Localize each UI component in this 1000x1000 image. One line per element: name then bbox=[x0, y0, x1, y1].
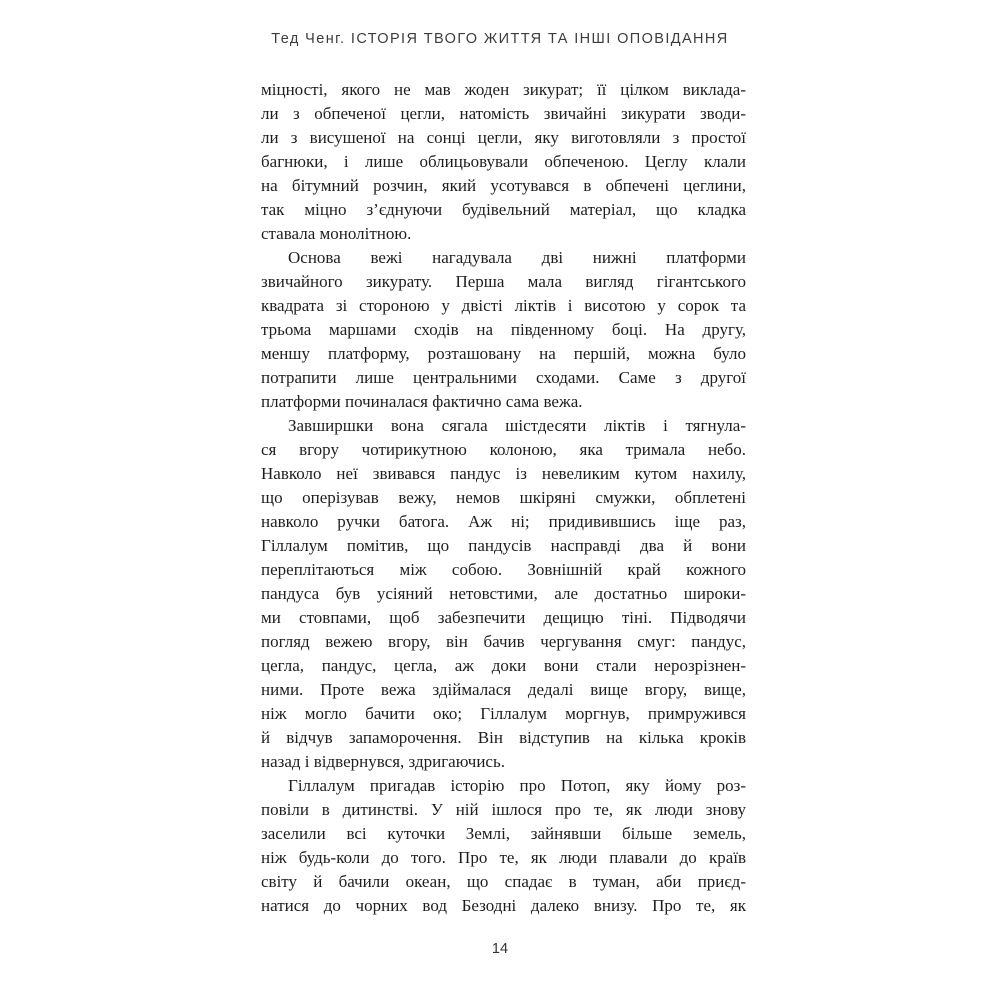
text-line: пандуса був усіяний нетовстими, але достатньо широки- bbox=[261, 584, 746, 603]
text-line: міцності, якого не мав жоден зикурат; її цілком виклада- bbox=[261, 80, 746, 99]
text-line: ли з обпеченої цегли, натомість звичайні зикурати зводи- bbox=[261, 104, 746, 123]
text-line: ми стовпами, щоб забезпечити дещицю тіні. Підводячи bbox=[261, 608, 746, 627]
text-line: звичайного зикурату. Перша мала вигляд гігантського bbox=[261, 272, 746, 291]
text-line: квадрата зі стороною у двісті ліктів і висотою у сорок та bbox=[261, 296, 746, 315]
text-line: ніж могло бачити око; Гіллалум моргнув, примружився bbox=[261, 704, 746, 723]
text-line: й відчув запаморочення. Він відступив на кілька кроків bbox=[261, 728, 746, 747]
text-line: багнюки, і лише облицьовували обпеченою. Цеглу клали bbox=[261, 152, 746, 171]
text-line: так міцно з’єднуючи будівельний матеріал, що кладка bbox=[261, 200, 746, 219]
page-footer bbox=[0, 941, 1000, 957]
text-line: ставала монолітною. bbox=[261, 224, 412, 243]
text-line: повіли в дитинстві. У ній ішлося про те, як люди знову bbox=[261, 800, 746, 819]
text-line: натися до чорних вод Безодні далеко внизу. Про те, як bbox=[261, 896, 746, 915]
text-line: погляд вежею вгору, він бачив чергування смуг: пандус, bbox=[261, 632, 746, 651]
text-line: Гіллалум пригадав історію про Потоп, яку йому роз- bbox=[288, 776, 746, 795]
text-line: Навколо неї звивався пандус із невеликим кутом нахилу, bbox=[261, 464, 746, 483]
text-line: трьома маршами сходів на південному боці. На другу, bbox=[261, 320, 746, 339]
text-block bbox=[261, 78, 746, 918]
text-line: меншу платформу, розташовану на першій, можна було bbox=[261, 344, 746, 363]
text-line: ніж будь-коли до того. Про те, як люди плавали до країв bbox=[261, 848, 746, 867]
text-line: світу й бачили океан, що спадає в туман, аби приєд- bbox=[261, 872, 746, 891]
text-line: Завширшки вона сягала шістдесяти ліктів і тягнула- bbox=[288, 416, 746, 435]
running-header: Тед Ченг. ІСТОРІЯ ТВОГО ЖИТТЯ ТА ІНШІ ОПОВІДАННЯ bbox=[271, 31, 729, 47]
text-line: заселили всі куточки Землі, зайнявши більше земель, bbox=[261, 824, 746, 843]
text-line: ли з висушеної на сонці цегли, яку виготовляли з простої bbox=[261, 128, 746, 147]
text-line: навколо ручки батога. Аж ні; придивившись іще раз, bbox=[261, 512, 746, 531]
text-line: назад і відвернувся, здригаючись. bbox=[261, 752, 505, 771]
text-line: Основа вежі нагадувала дві нижні платформи bbox=[288, 248, 746, 267]
text-line: на бітумний розчин, який усотувався в обпечені цеглини, bbox=[261, 176, 746, 195]
page-number: 14 bbox=[491, 941, 509, 957]
text-line: переплітаються між собою. Зовнішній край кожного bbox=[261, 560, 746, 579]
text-line: платформи починалася фактично сама вежа. bbox=[261, 392, 583, 411]
text-line: потрапити лише центральними сходами. Саме з другої bbox=[261, 368, 746, 387]
text-line: ся вгору чотирикутною колоною, яка тримала небо. bbox=[261, 440, 746, 459]
text-line: Гіллалум помітив, що пандусів насправді два й вони bbox=[261, 536, 746, 555]
text-line: що оперізував вежу, немов шкіряні смужки, обплетені bbox=[261, 488, 746, 507]
text-line: цегла, пандус, цегла, аж доки вони стали нерозрізнен- bbox=[261, 656, 746, 675]
text-line: ними. Проте вежа здіймалася дедалі вище вгору, вище, bbox=[261, 680, 746, 699]
